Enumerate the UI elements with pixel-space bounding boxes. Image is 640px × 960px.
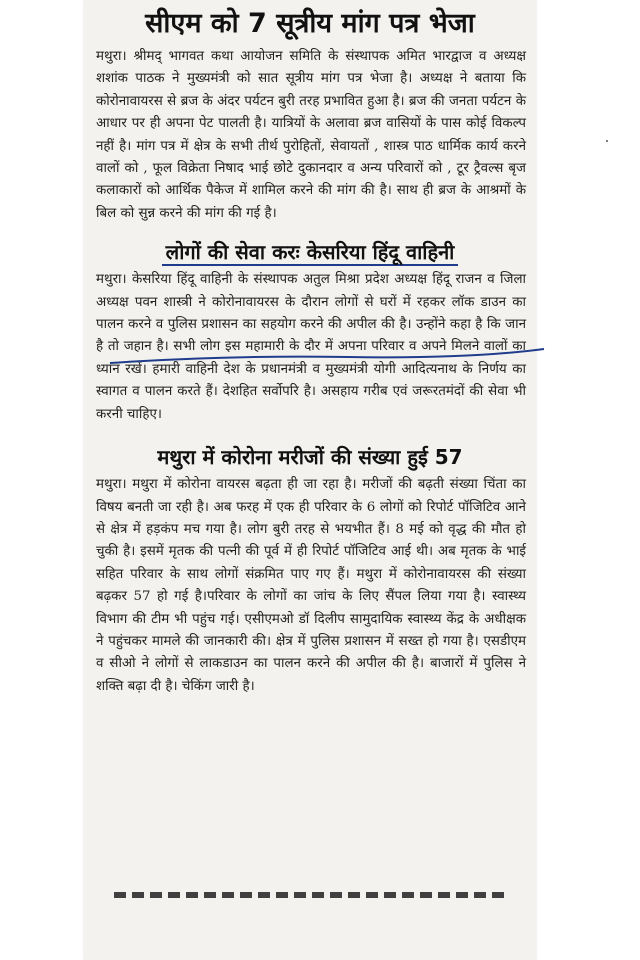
- article-2-headline: [84, 237, 536, 267]
- article-2-body: मथुरा। केसरिया हिंदू वाहिनी के संस्थापक अतुल मिश्रा प्रदेश अध्यक्ष हिंदू राजन व जिला अध्यक्ष पवन शास्त्री ने कोरोनावायरस के दौरान लोगों से घरों में रहकर लॉक डाउन का पालन करने व पुलिस प्रशासन का सहयोग करने की अपील की है। उन्होंने कहा है कि जान है तो जहान है। सभी लोग इस महामारी के दौर में अपना परिवार व अपने मिलने वालों का ध्यान रखें। हमारी वाहिनी देश के प्रधानमंत्री व मुख्यमंत्री योगी आदित्यनाथ के निर्णय का स्वागत व पालन करते हैं। देशहित सर्वोपरि है। असहाय गरीब एवं जरूरतमंदों की सेवा भी करनी चाहिए।: [96, 272, 526, 422]
- next-headline-cutoff: [114, 892, 504, 906]
- article-3-headline: मथुरा में कोरोना मरीजों की संख्या हुई 57: [157, 445, 463, 470]
- article-column: [84, 0, 536, 698]
- speck: [606, 140, 608, 142]
- article-1-body: मथुरा। श्रीमद् भागवत कथा आयोजन समिति के संस्थापक अमित भारद्वाज व अध्यक्ष शशांक पाठक ने मुख्यमंत्री को सात सूत्रीय मांग पत्र भेजा है। अध्यक्ष ने बताया कि कोरोनावायरस से ब्रज के अंदर पर्यटन बुरी तरह प्रभावित हुआ है। ब्रज की जनता पर्यटन के आधार पर ही अपना पेट पालती है। यात्रियों के अलावा ब्रज वासियों के पास कोई विकल्प नहीं है। मांग पत्र में क्षेत्र के सभी तीर्थ पुरोहितों, सेवायतों , शास्त्र पाठ धार्मिक कार्य करने वालों को , फूल विक्रेता निषाद भाई छोटे दुकानदार व अन्य परिवारों को , टूर ट्रैवल्स बृज कलाकारों को आर्थिक पैकेज में शामिल करने की मांग की है। साथ ही ब्रज के आश्रमों के बिल को सुन्न करने की मांग की गई है।: [96, 49, 526, 221]
- article-3-body: मथुरा। मथुरा में कोरोना वायरस बढ़ता ही जा रहा है। मरीजों की बढ़ती संख्या चिंता का विषय बनती जा रही है। अब फरह में एक ही परिवार के 6 लोगों को रिपोर्ट पॉजिटिव आने से क्षेत्र में हड़कंप मच गया है। लोग बुरी तरह से भयभीत हैं। 8 मई को वृद्ध की मौत हो चुकी है। इसमें मृतक की पत्नी की पूर्व में ही रिपोर्ट पॉजिटिव आई थी। अब मृतक के भाई सहित परिवार के साथ लोगों संक्रमित पाए गए हैं। मथुरा में कोरोनावायरस की संख्या बढ़कर 57 हो गई है।परिवार के लोगों का जांच के लिए सैंपल लिया गया है। स्वास्थ्य विभाग की टीम भी पहुंच गई। एसीएमओ डॉ दिलीप सामुदायिक स्वास्थ्य केंद्र के अधीक्षक ने पहुंचकर मामले की जानकारी की। क्षेत्र में पुलिस प्रशासन में सख्त हो गया है। एसडीएम व सीओ ने लोगों से लाकडाउन का पालन करने की अपील की है। बाजारों में पुलिस ने शक्ति बढ़ा दी है। चेकिंग जारी है।: [96, 477, 526, 694]
- newspaper-clipping: [84, 0, 536, 960]
- article-1-headline: सीएम को 7 सूत्रीय मांग पत्र भेजा: [145, 8, 475, 39]
- article-2-headline-text: लोगों की सेवा करः केसरिया हिंदू वाहिनी: [162, 240, 459, 266]
